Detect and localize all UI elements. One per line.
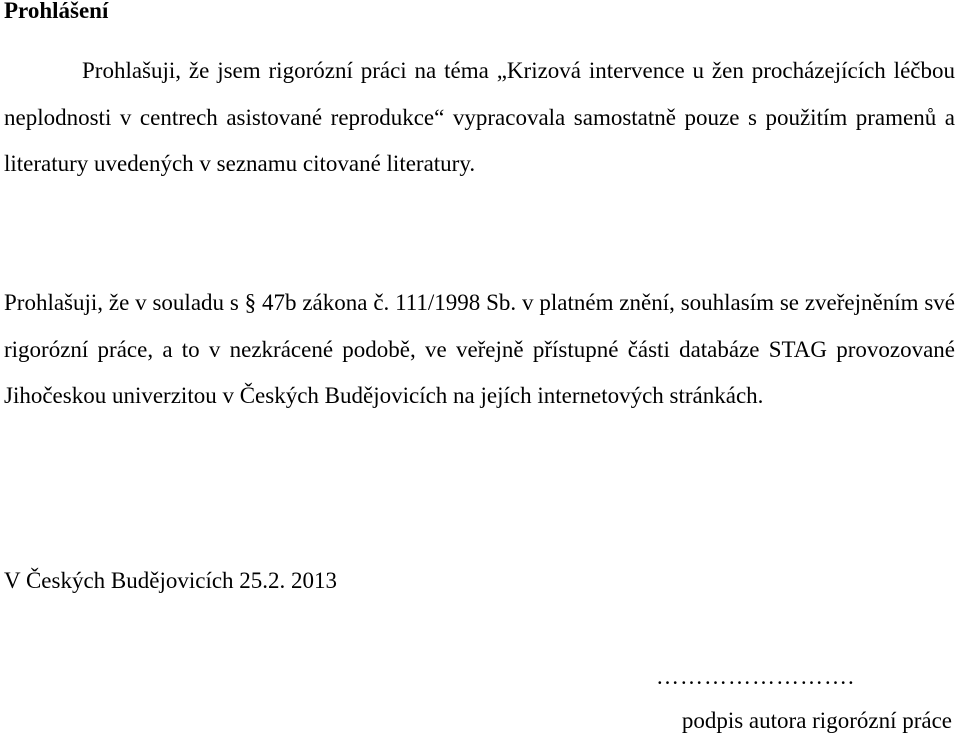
signature-label: podpis autora rigorózní práce (681, 708, 952, 733)
signature-line: ……………………. (656, 664, 855, 689)
declaration-paragraph-authorship: Prohlašuji, že jsem rigorózní práci na téma „Krizová intervence u žen procházejících léčbou neplodnosti v centrech asistované reprodukce“ vypracovala samostatně pouze s použitím pramenů a literatury uvedených v seznamu citované literatury. (4, 58, 955, 176)
place-and-date: V Českých Budějovicích 25.2. 2013 (4, 568, 338, 593)
page-title: Prohlášení (4, 0, 109, 23)
declaration-paragraph-publication-consent: Prohlašuji, že v souladu s § 47b zákona č. 111/1998 Sb. v platném znění, souhlasím se zveřejněním své rigorózní práce, a to v nezkrácené podobě, ve veřejně přístupné části databáze STAG provozované Jihočeskou univerzitou v Českých Budějovicích na jejích internetových stránkách. (4, 290, 955, 408)
